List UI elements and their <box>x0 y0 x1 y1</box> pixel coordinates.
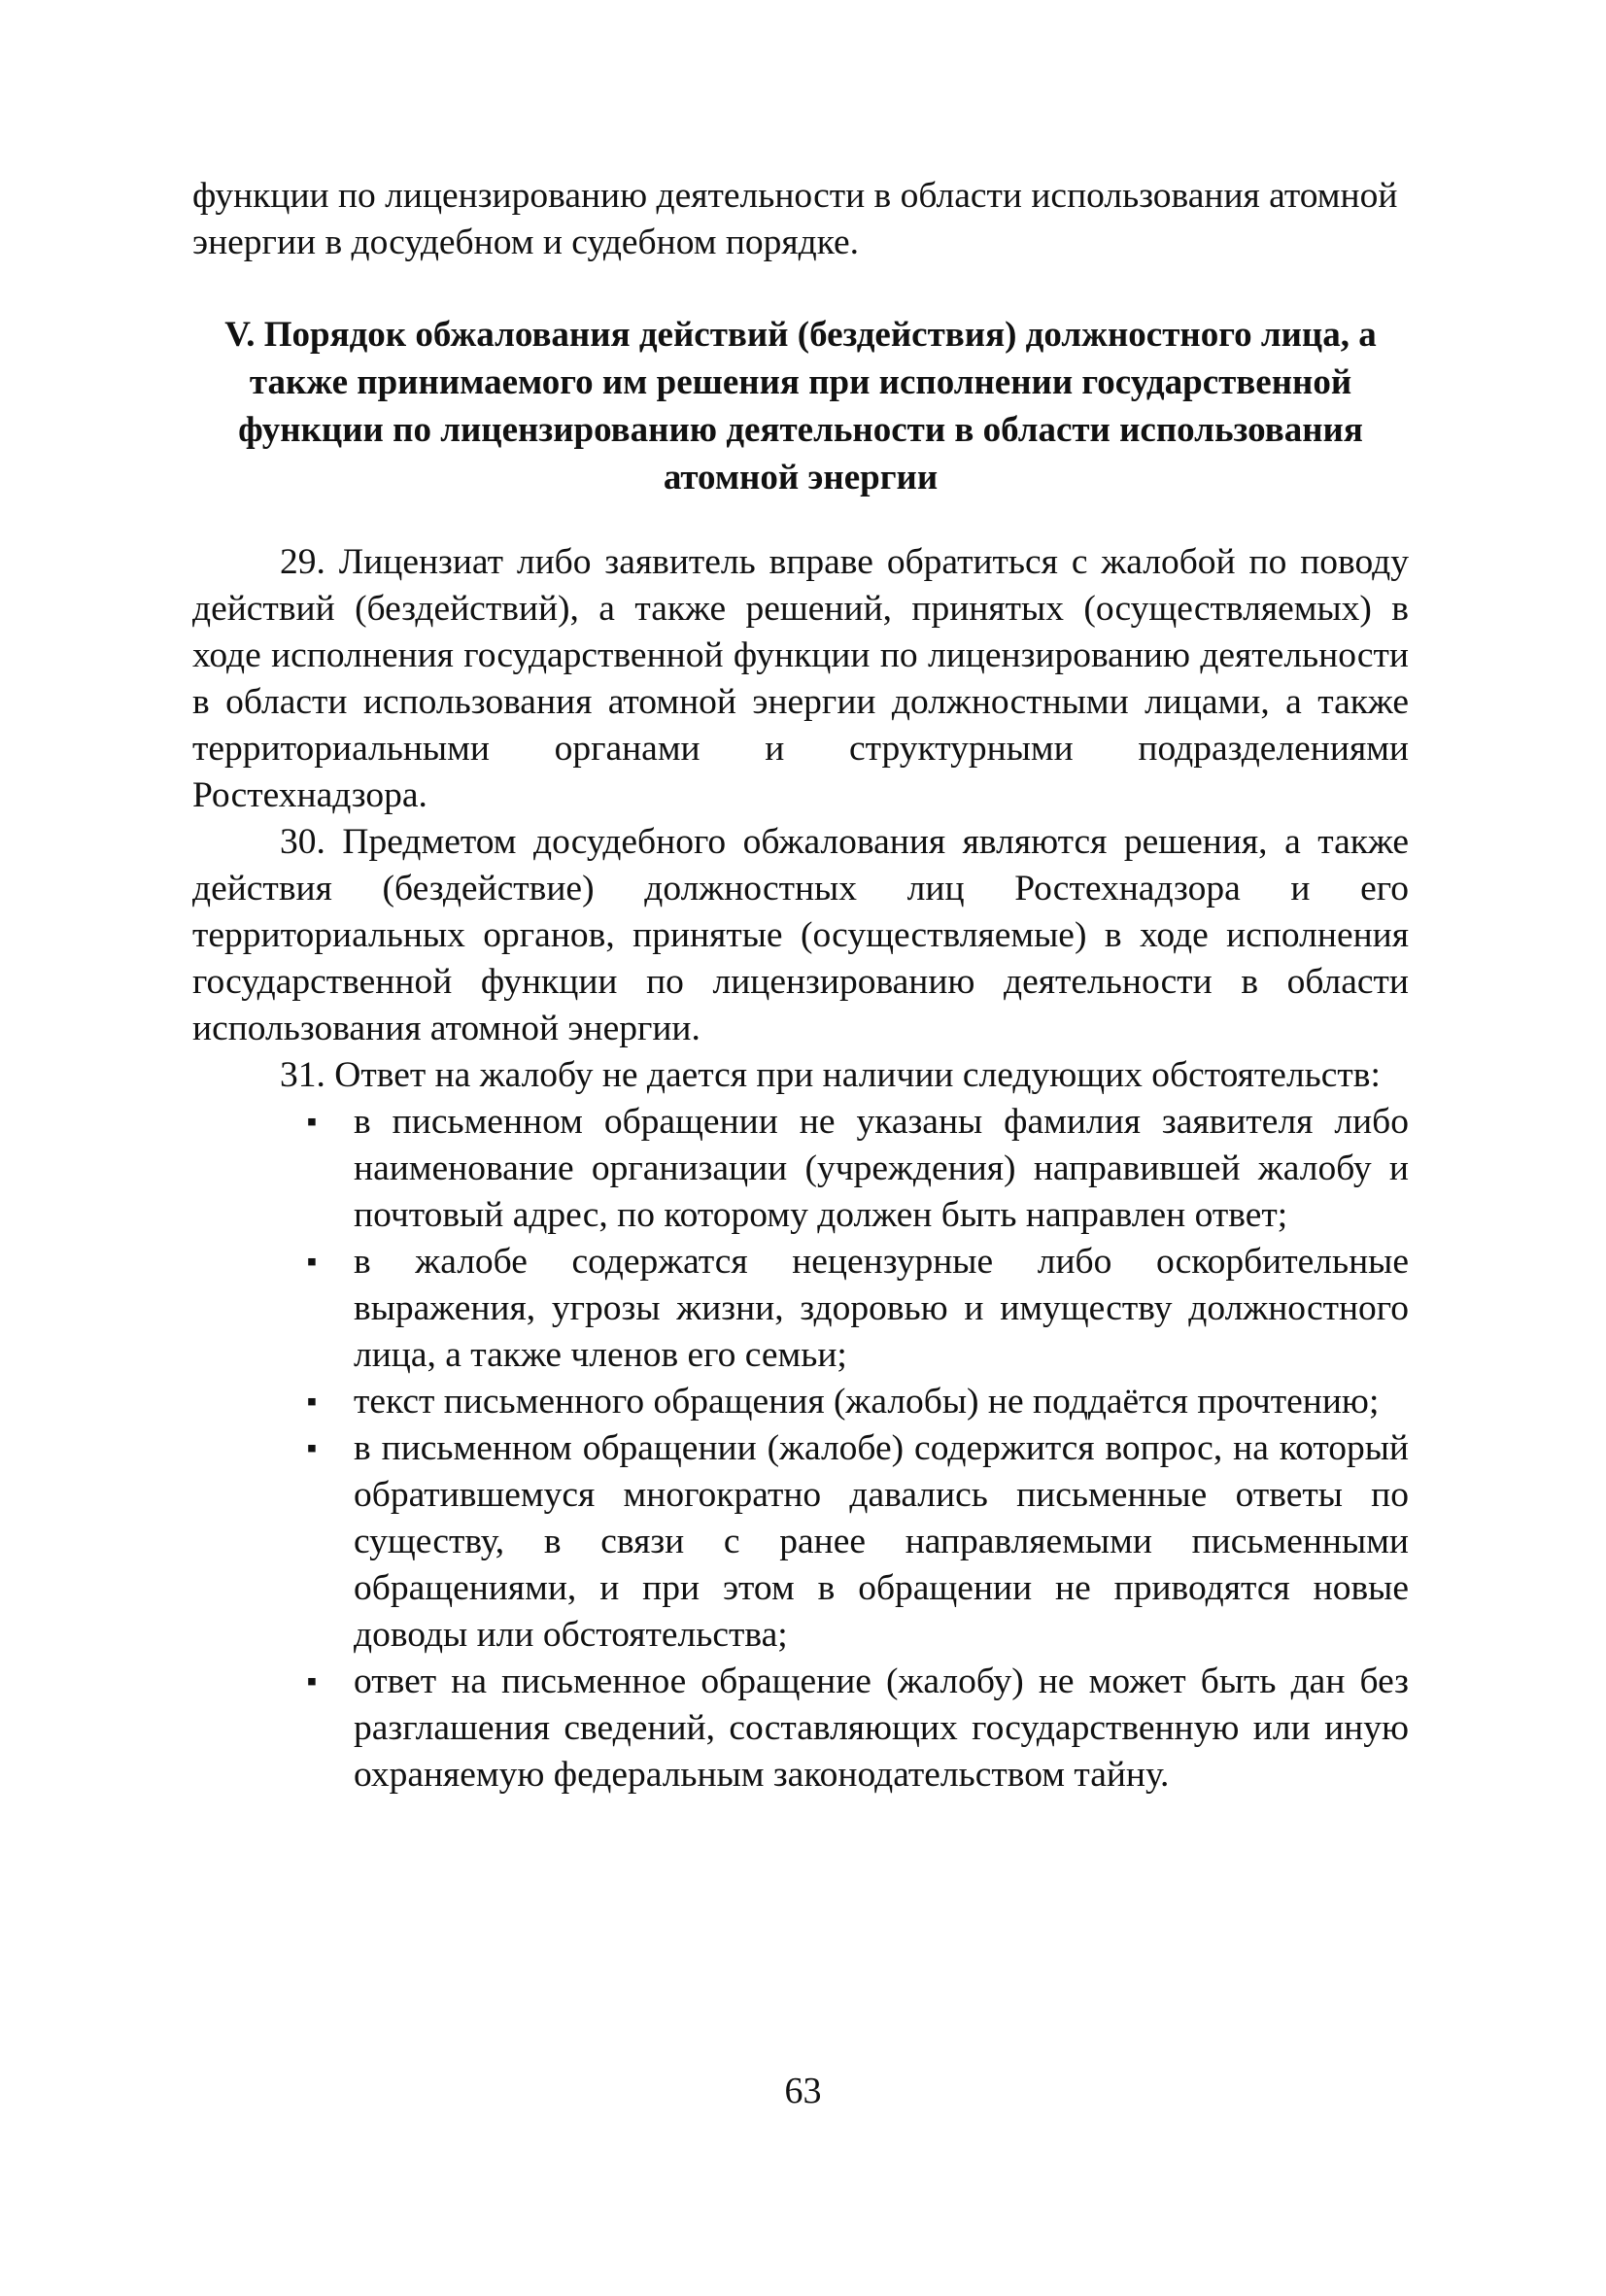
list-item <box>192 1099 1409 1239</box>
section-heading: V. Порядок обжалования действий (бездействия) должностного лица, а также принимаемого им решения при исполнении государственной функции по лицензированию деятельности в области использования атомной энергии <box>224 315 1377 497</box>
document-body <box>192 539 1409 1799</box>
list-item-text: текст письменного обращения (жалобы) не поддаётся прочтению; <box>354 1382 1380 1422</box>
list-item <box>192 1659 1409 1799</box>
bullet-icon: ▪ <box>306 1246 318 1278</box>
list-item-text: в письменном обращении (жалобе) содержится вопрос, на который обратившемуся многократно давались письменные ответы по существу, в связи с ранее направляемыми письменными обращениями, и при этом в обращении не приводятся новые доводы или обстоятельства; <box>354 1428 1409 1655</box>
bullet-icon: ▪ <box>306 1386 318 1418</box>
list-item-text: в жалобе содержатся нецензурные либо оскорбительные выражения, угрозы жизни, здоровью и имуществу должностного лица, а также членов его семьи; <box>354 1242 1409 1375</box>
paragraph-30: 30. Предметом досудебного обжалования являются решения, а также действия (бездействие) должностных лиц Ростехнадзора и его территориальных органов, принятые (осуществляемые) в ходе исполнения государственной функции по лицензированию деятельности в области использования атомной энергии. <box>192 822 1409 1048</box>
bullet-icon: ▪ <box>306 1432 318 1464</box>
bullet-icon: ▪ <box>306 1665 318 1697</box>
list-item-text: ответ на письменное обращение (жалобу) не может быть дан без разглашения сведений, составляющих государственную или иную охраняемую федеральным законодательством тайну. <box>354 1662 1409 1795</box>
paragraph-31: 31. Ответ на жалобу не дается при наличии следующих обстоятельств: <box>280 1055 1381 1095</box>
list-item <box>192 1379 1409 1425</box>
intro-paragraph: функции по лицензированию деятельности в области использования атомной энергии в досудебном и судебном порядке. <box>192 176 1398 262</box>
list-item <box>192 1425 1409 1659</box>
list-item-text: в письменном обращении не указаны фамилия заявителя либо наименование организации (учреждения) направившей жалобу и почтовый адрес, по которому должен быть направлен ответ; <box>354 1102 1409 1235</box>
list-item <box>192 1239 1409 1379</box>
bullet-icon: ▪ <box>306 1106 318 1138</box>
paragraph-29: 29. Лицензиат либо заявитель вправе обратиться с жалобой по поводу действий (бездействий), а также решений, принятых (осуществляемых) в ходе исполнения государственной функции по лицензированию деятельности в области использования атомной энергии должностными лицами, а также территориальными органами и структурными подразделениями Ростехнадзора. <box>192 542 1409 815</box>
conditions-list <box>192 1099 1409 1799</box>
page-number: 63 <box>784 2071 822 2111</box>
